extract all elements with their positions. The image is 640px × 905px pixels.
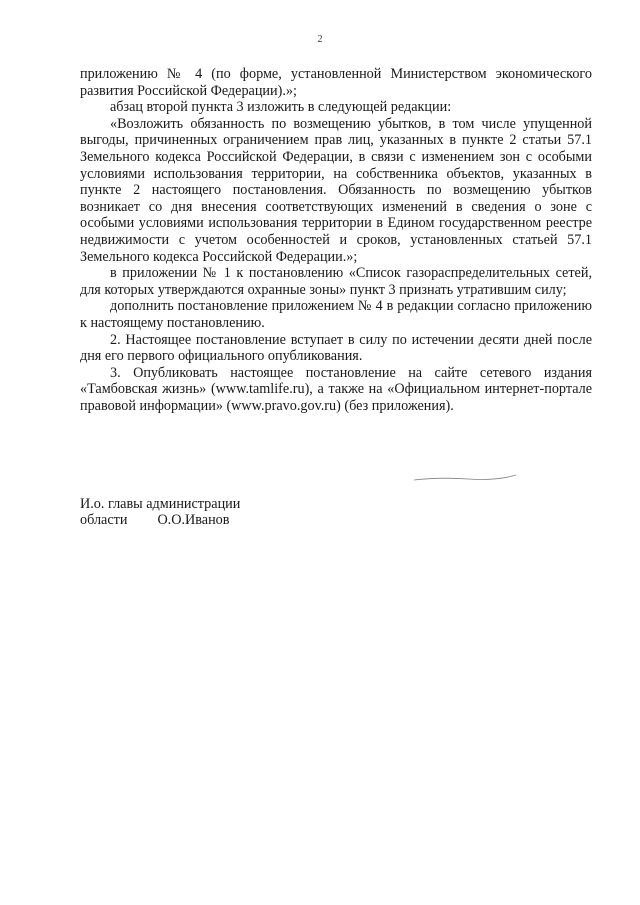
paragraph-continuation: приложению № 4 (по форме, установленной Министерством экономического развития Российской Федерации).»; xyxy=(80,66,592,99)
signatory-title-line2 xyxy=(80,512,240,528)
paragraph-appendix-1: в приложении № 1 к постановлению «Список газораспределительных сетей, для которых утверждаются охранные зоны» пункт 3 признать утратившим силу; xyxy=(80,265,592,298)
signatory-name: О.О.Иванов xyxy=(157,512,230,528)
signatory-region: области xyxy=(80,512,128,528)
signatory-title-line1: И.о. главы администрации xyxy=(80,496,241,512)
document-body xyxy=(80,66,592,414)
paragraph-publication: 3. Опубликовать настоящее постановление на сайте сетевого издания «Тамбовская жизнь» (www.tamlife.ru), а также на «Официальном интернет-портале правовой информации» (www.pravo.gov.ru) (без приложения). xyxy=(80,364,592,414)
signature-block xyxy=(80,496,240,528)
paragraph-quoted-amendment: «Возложить обязанность по возмещению убытков, в том числе упущенной выгоды, причиненных ограничением прав лиц, указанных в пункте 2 статьи 57.1 Земельного кодекса Российской Федерации, в связи с изменением зон с особыми условиями использования территории, на собственника объектов, указанных в пункте 2 настоящего постановления. Обязанность по возмещению убытков возникает со дня внесения соответствующих изменений в сведения о зоне с особыми условиями использования территории в Едином государственном реестре недвижимости с учетом особенностей и сроков, установленных статьей 57.1 Земельного кодекса Российской Федерации.»; xyxy=(80,115,592,265)
signature-stroke xyxy=(410,471,520,483)
paragraph-appendix-4: дополнить постановление приложением № 4 в редакции согласно приложению к настоящему постановлению. xyxy=(80,298,592,331)
paragraph-amendment-intro: абзац второй пункта 3 изложить в следующей редакции: xyxy=(110,99,452,116)
paragraph-effective-date: 2. Настоящее постановление вступает в силу по истечении десяти дней после дня его первого официального опубликования. xyxy=(80,331,592,365)
page-number: 2 xyxy=(317,34,323,45)
